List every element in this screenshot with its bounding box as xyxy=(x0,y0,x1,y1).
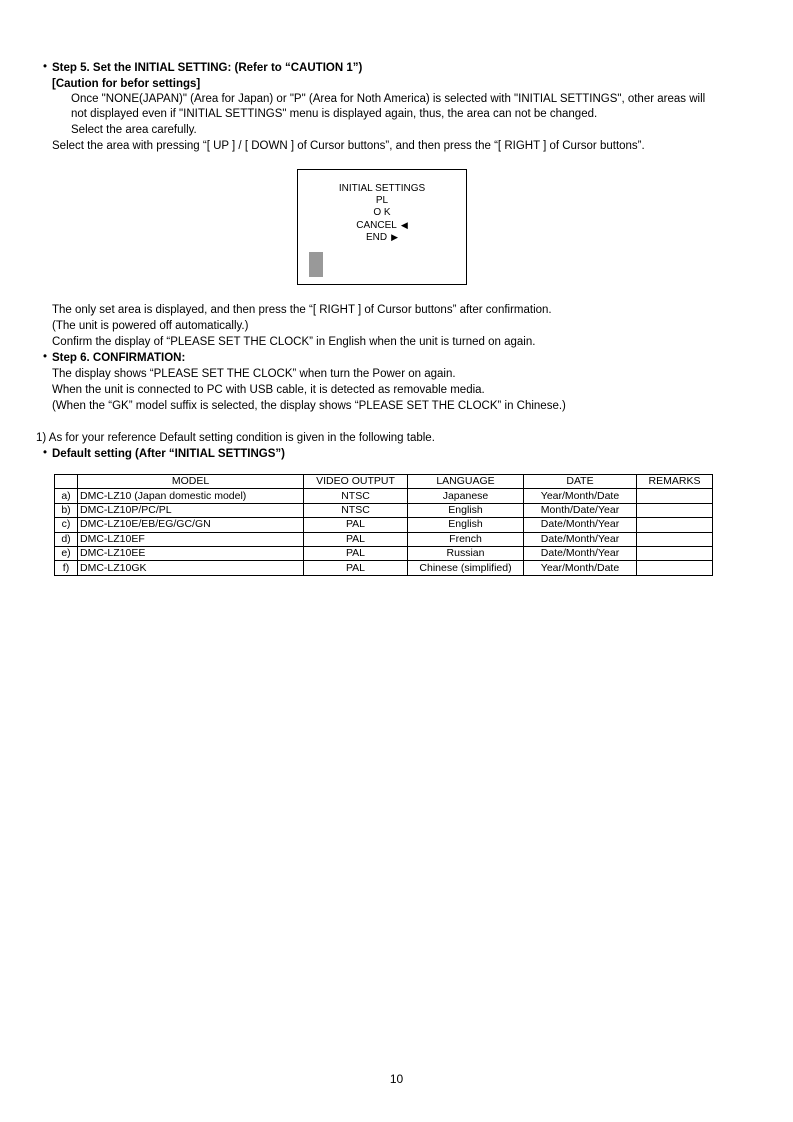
table-header-cell: VIDEO OUTPUT xyxy=(304,475,408,489)
step5-bullet: • xyxy=(43,61,48,73)
table-cell: c) xyxy=(55,518,78,532)
caution-line: Once "NONE(JAPAN)" (Area for Japan) or "P" (Area for Noth America) is selected with "INITIAL SETTINGS", other areas will xyxy=(71,93,706,105)
cursor-block xyxy=(309,252,323,277)
table-row xyxy=(55,503,713,517)
table-cell: PAL xyxy=(304,532,408,546)
step6-line: The display shows “PLEASE SET THE CLOCK” when turn the Power on again. xyxy=(52,368,456,380)
screen-end-label: END xyxy=(365,232,388,243)
screen-option-ok: O K xyxy=(373,207,391,218)
table-header-cell: LANGUAGE xyxy=(408,475,524,489)
table-cell: e) xyxy=(55,546,78,560)
step6-line: When the unit is connected to PC with USB cable, it is detected as removable media. xyxy=(52,384,485,396)
table-cell: f) xyxy=(55,561,78,575)
table-cell: DMC-LZ10P/PC/PL xyxy=(78,503,304,517)
initial-settings-screen xyxy=(297,169,467,285)
table-row xyxy=(55,518,713,532)
table-cell xyxy=(637,532,713,546)
table-cell: Japanese xyxy=(408,489,524,503)
after-screen-line: The only set area is displayed, and then press the “[ RIGHT ] of Cursor buttons” after confirmation. xyxy=(52,304,552,316)
table-cell: English xyxy=(408,518,524,532)
table-cell: d) xyxy=(55,532,78,546)
table-cell: DMC-LZ10 (Japan domestic model) xyxy=(78,489,304,503)
table-cell: French xyxy=(408,532,524,546)
left-arrow-icon: ◀ xyxy=(400,220,408,230)
table-cell: b) xyxy=(55,503,78,517)
after-screen-line: (The unit is powered off automatically.) xyxy=(52,320,249,332)
table-cell xyxy=(637,546,713,560)
table-cell xyxy=(637,561,713,575)
table-cell: PAL xyxy=(304,518,408,532)
table-cell: NTSC xyxy=(304,489,408,503)
screen-option-end xyxy=(298,231,466,244)
reference-note: 1) As for your reference Default setting condition is given in the following table. xyxy=(36,432,435,444)
table-header-row xyxy=(55,475,713,489)
table-cell: English xyxy=(408,503,524,517)
table-row xyxy=(55,489,713,503)
table-cell: Date/Month/Year xyxy=(524,518,637,532)
table-cell: NTSC xyxy=(304,503,408,517)
table-cell: DMC-LZ10EF xyxy=(78,532,304,546)
table-cell: DMC-LZ10GK xyxy=(78,561,304,575)
table-cell: PAL xyxy=(304,546,408,560)
caution-title: [Caution for befor settings] xyxy=(52,78,201,90)
table-cell: a) xyxy=(55,489,78,503)
after-screen-line: Confirm the display of “PLEASE SET THE CLOCK” in English when the unit is turned on again. xyxy=(52,336,536,348)
table-cell: Date/Month/Year xyxy=(524,532,637,546)
table-cell: Year/Month/Date xyxy=(524,489,637,503)
table-row xyxy=(55,546,713,560)
table-cell: DMC-LZ10EE xyxy=(78,546,304,560)
table-header-cell xyxy=(55,475,78,489)
table-cell xyxy=(637,489,713,503)
step5-instruction: Select the area with pressing “[ UP ] / [ DOWN ] of Cursor buttons”, and then press the “[ RIGHT ] of Cursor buttons”. xyxy=(52,140,645,152)
step6-heading: Step 6. CONFIRMATION: xyxy=(52,352,186,364)
page-number: 10 xyxy=(389,1072,404,1086)
table-row xyxy=(55,532,713,546)
screen-cancel-label: CANCEL xyxy=(356,220,397,231)
table-cell: Chinese (simplified) xyxy=(408,561,524,575)
right-arrow-icon: ▶ xyxy=(391,232,399,242)
table-header-cell: MODEL xyxy=(78,475,304,489)
step5-heading: Step 5. Set the INITIAL SETTING: (Refer to “CAUTION 1”) xyxy=(52,62,363,74)
table-cell: Month/Date/Year xyxy=(524,503,637,517)
caution-line: not displayed even if "INITIAL SETTINGS" menu is displayed again, thus, the area can not be changed. xyxy=(71,108,598,120)
table-cell: DMC-LZ10E/EB/EG/GC/GN xyxy=(78,518,304,532)
caution-line: Select the area carefully. xyxy=(71,124,197,136)
screen-title: INITIAL SETTINGS xyxy=(338,183,426,194)
table-header-cell: REMARKS xyxy=(637,475,713,489)
default-setting-table xyxy=(54,474,713,576)
step6-bullet: • xyxy=(43,351,48,363)
table-cell: PAL xyxy=(304,561,408,575)
screen-option-pl: PL xyxy=(375,195,389,206)
step6-line: (When the “GK” model suffix is selected, the display shows “PLEASE SET THE CLOCK” in Chinese.) xyxy=(52,400,566,412)
table-cell xyxy=(637,503,713,517)
table-header-cell: DATE xyxy=(524,475,637,489)
table-cell: Date/Month/Year xyxy=(524,546,637,560)
table-cell xyxy=(637,518,713,532)
default-setting-bullet: • xyxy=(43,447,48,459)
table-cell: Russian xyxy=(408,546,524,560)
table-row xyxy=(55,561,713,575)
default-setting-heading: Default setting (After “INITIAL SETTINGS”) xyxy=(52,448,285,460)
table-cell: Year/Month/Date xyxy=(524,561,637,575)
